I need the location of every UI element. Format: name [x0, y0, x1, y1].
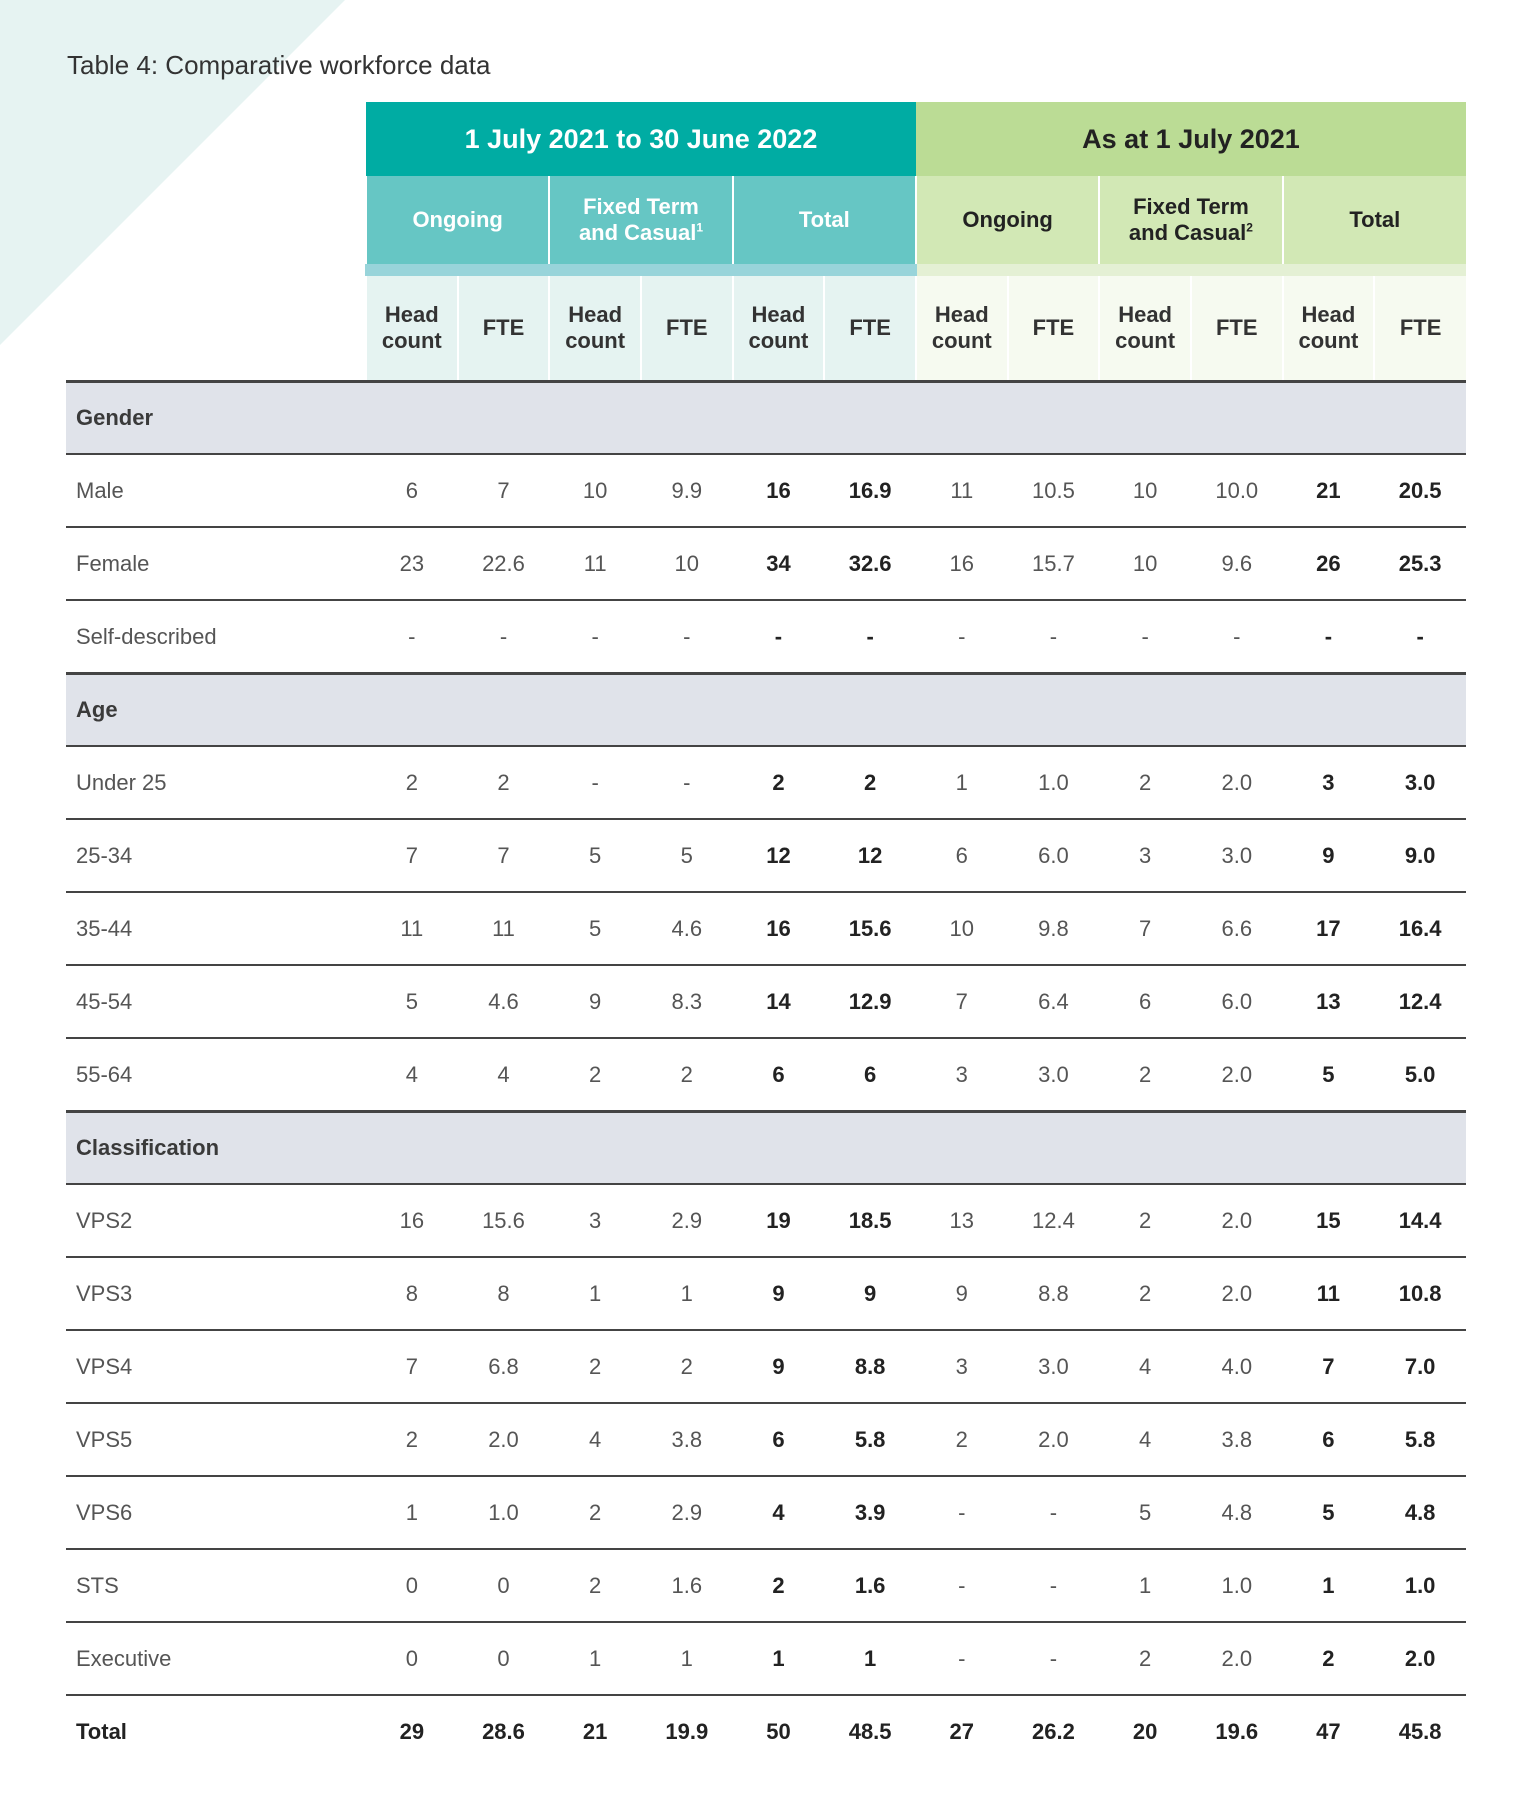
table-row — [66, 819, 1466, 892]
table-cell: 9 — [549, 965, 641, 1038]
column-header: FTE — [458, 270, 550, 382]
table-cell: - — [366, 600, 458, 674]
section-label: Classification — [66, 1112, 1466, 1185]
table-cell: 5 — [549, 819, 641, 892]
table-cell: 16 — [916, 527, 1008, 600]
table-cell: 50 — [766, 1718, 791, 1744]
subgroup-header — [366, 176, 549, 270]
column-header: Head count — [366, 270, 458, 382]
table-cell: 1 — [366, 1476, 458, 1549]
table-cell: 11 — [458, 892, 550, 965]
row-label: 55-64 — [66, 1038, 366, 1112]
table-cell: 1.0 — [1008, 746, 1100, 819]
table-cell: 28.6 — [482, 1718, 525, 1744]
table-cell: 1 — [824, 1622, 916, 1695]
table-cell: 6 — [824, 1038, 916, 1112]
table-cell: 3.0 — [1191, 819, 1283, 892]
table-cell: 25.3 — [1374, 527, 1466, 600]
table-cell: 6 — [1099, 965, 1191, 1038]
subgroup-header — [1099, 176, 1282, 270]
table-cell: 2.0 — [1191, 1038, 1283, 1112]
subgroup-label: Ongoing — [962, 207, 1053, 232]
table-cell: 1 — [641, 1257, 733, 1330]
table-cell: - — [916, 1549, 1008, 1622]
table-cell: 16 — [733, 454, 825, 527]
subgroup-header — [1283, 176, 1466, 270]
table-cell: 16.4 — [1374, 892, 1466, 965]
table-cell: 10 — [641, 527, 733, 600]
table-cell: 3 — [1099, 819, 1191, 892]
table-cell: 9 — [824, 1257, 916, 1330]
table-row — [66, 746, 1466, 819]
table-cell: - — [733, 600, 825, 674]
table-cell: 29 — [399, 1718, 425, 1744]
table-cell: 5.8 — [824, 1403, 916, 1476]
section-label: Gender — [66, 382, 1466, 455]
table-cell: - — [1008, 1549, 1100, 1622]
table-cell: 9.0 — [1374, 819, 1466, 892]
table-cell: 5 — [641, 819, 733, 892]
row-label: 45-54 — [66, 965, 366, 1038]
table-row — [66, 1184, 1466, 1257]
table-cell: 9.8 — [1008, 892, 1100, 965]
table-cell: 34 — [733, 527, 825, 600]
subgroup-label: Ongoing — [412, 207, 503, 232]
table-cell: 2 — [366, 1403, 458, 1476]
table-cell: 20.5 — [1374, 454, 1466, 527]
table-row — [66, 1257, 1466, 1330]
table-cell: 5.8 — [1374, 1403, 1466, 1476]
table-row — [66, 527, 1466, 600]
table-cell: 15 — [1283, 1184, 1375, 1257]
table-cell: 20 — [1132, 1718, 1158, 1744]
table-cell: - — [1008, 600, 1100, 674]
table-cell: 19.6 — [1215, 1718, 1259, 1744]
table-row — [66, 1549, 1466, 1622]
table-cell: 2 — [549, 1330, 641, 1403]
table-cell: 1.0 — [1191, 1549, 1283, 1622]
table-cell: 14 — [733, 965, 825, 1038]
row-label: VPS5 — [66, 1403, 366, 1476]
table-cell: 1 — [1099, 1549, 1191, 1622]
subgroup-header — [916, 176, 1099, 270]
table-cell: 11 — [549, 527, 641, 600]
table-cell: 3 — [1283, 746, 1375, 819]
table-cell: 23 — [366, 527, 458, 600]
table-cell: - — [641, 600, 733, 674]
table-cell: 1.0 — [458, 1476, 550, 1549]
table-cell: 12.9 — [824, 965, 916, 1038]
section-row — [66, 674, 1466, 747]
table-cell: 0 — [458, 1549, 550, 1622]
table-row — [66, 600, 1466, 674]
table-cell: 12 — [733, 819, 825, 892]
row-label: STS — [66, 1549, 366, 1622]
column-header: Head count — [1099, 270, 1191, 382]
table-cell: 1 — [549, 1257, 641, 1330]
group-header-2021: As at 1 July 2021 — [916, 102, 1466, 176]
table-cell: 21 — [1283, 454, 1375, 527]
table-cell: 2 — [1099, 1622, 1191, 1695]
table-cell: 10 — [1099, 527, 1191, 600]
table-cell: 18.5 — [824, 1184, 916, 1257]
table-cell: 1.6 — [824, 1549, 916, 1622]
table-cell: 6.0 — [1191, 965, 1283, 1038]
table-cell: 7.0 — [1374, 1330, 1466, 1403]
table-cell: 7 — [366, 1330, 458, 1403]
table-cell: 8.8 — [1008, 1257, 1100, 1330]
table-cell: 5 — [1099, 1476, 1191, 1549]
table-cell: 2 — [1099, 1038, 1191, 1112]
table-cell: 2 — [733, 746, 825, 819]
table-cell: - — [1283, 600, 1375, 674]
table-cell: 2 — [641, 1038, 733, 1112]
table-cell: 7 — [1099, 892, 1191, 965]
table-cell: 3.0 — [1008, 1038, 1100, 1112]
total-row — [66, 1695, 1466, 1767]
table-cell: 10.0 — [1191, 454, 1283, 527]
table-title: Table 4: Comparative workforce data — [67, 50, 491, 80]
column-header: FTE — [824, 270, 916, 382]
table-cell: 9 — [733, 1330, 825, 1403]
table-cell: 6.8 — [458, 1330, 550, 1403]
table-cell: 6 — [733, 1038, 825, 1112]
table-cell: 2 — [824, 746, 916, 819]
table-cell: 2.0 — [1191, 1184, 1283, 1257]
group-header-2021-22: 1 July 2021 to 30 June 2022 — [366, 102, 916, 176]
section-row — [66, 1112, 1466, 1185]
table-cell: 2.0 — [1191, 1257, 1283, 1330]
table-cell: 14.4 — [1374, 1184, 1466, 1257]
table-cell: 4 — [1099, 1403, 1191, 1476]
table-cell: 6.0 — [1008, 819, 1100, 892]
table-cell: 3.8 — [1191, 1403, 1283, 1476]
table-cell: 8.8 — [824, 1330, 916, 1403]
table-cell: - — [916, 1622, 1008, 1695]
table-cell: 3 — [916, 1330, 1008, 1403]
table-cell: 6 — [1283, 1403, 1375, 1476]
subgroup-label: Fixed Term and Casual — [1128, 194, 1249, 245]
table-cell: 4 — [733, 1476, 825, 1549]
table-cell: 1.6 — [641, 1549, 733, 1622]
table-cell: 6 — [366, 454, 458, 527]
table-cell: 2.0 — [1191, 746, 1283, 819]
table-cell: 3 — [549, 1184, 641, 1257]
table-cell: 13 — [1283, 965, 1375, 1038]
row-label: 35-44 — [66, 892, 366, 965]
column-header: Head count — [549, 270, 641, 382]
row-label: VPS6 — [66, 1476, 366, 1549]
table-cell: 1 — [1283, 1549, 1375, 1622]
table-cell: 15.6 — [458, 1184, 550, 1257]
table-cell: 2.0 — [1008, 1403, 1100, 1476]
table-cell: - — [824, 600, 916, 674]
row-label: Male — [66, 454, 366, 527]
row-label: 25-34 — [66, 819, 366, 892]
table-cell: 8.3 — [641, 965, 733, 1038]
subgroup-label: Fixed Term and Casual — [578, 194, 699, 245]
table-cell: 1.0 — [1374, 1549, 1466, 1622]
table-row — [66, 1038, 1466, 1112]
workforce-table — [66, 102, 1466, 1767]
row-label: Under 25 — [66, 746, 366, 819]
row-label: Self-described — [66, 600, 366, 674]
table-cell: 5 — [366, 965, 458, 1038]
table-cell: 2 — [549, 1549, 641, 1622]
table-row — [66, 1403, 1466, 1476]
table-cell: 26 — [1283, 527, 1375, 600]
column-header: FTE — [1191, 270, 1283, 382]
table-cell: 4.6 — [641, 892, 733, 965]
table-cell: 7 — [366, 819, 458, 892]
section-label: Age — [66, 674, 1466, 747]
table-cell: 2.9 — [641, 1184, 733, 1257]
table-cell: 2 — [458, 746, 550, 819]
table-cell: 15.6 — [824, 892, 916, 965]
table-cell: - — [1374, 600, 1466, 674]
table-cell: 1 — [549, 1622, 641, 1695]
table-cell: 15.7 — [1008, 527, 1100, 600]
table-cell: 2 — [366, 746, 458, 819]
subgroup-header — [549, 176, 732, 270]
table-cell: 7 — [458, 454, 550, 527]
table-row — [66, 892, 1466, 965]
table-cell: 12.4 — [1374, 965, 1466, 1038]
section-row — [66, 382, 1466, 455]
table-cell: 10.8 — [1374, 1257, 1466, 1330]
table-cell: 4 — [458, 1038, 550, 1112]
table-cell: 9.9 — [641, 454, 733, 527]
table-cell: 22.6 — [458, 527, 550, 600]
table-cell: 17 — [1283, 892, 1375, 965]
table-cell: 9.6 — [1191, 527, 1283, 600]
subgroup-header — [733, 176, 916, 270]
table-cell: 2 — [1099, 746, 1191, 819]
table-cell: 26.2 — [1032, 1718, 1075, 1744]
column-header: Head count — [733, 270, 825, 382]
row-label: VPS4 — [66, 1330, 366, 1403]
table-cell: 13 — [916, 1184, 1008, 1257]
column-header: Head count — [1283, 270, 1375, 382]
table-cell: 2.9 — [641, 1476, 733, 1549]
table-cell: 4.8 — [1191, 1476, 1283, 1549]
table-cell: 12.4 — [1008, 1184, 1100, 1257]
table-cell: 2 — [549, 1476, 641, 1549]
table-cell: 3.0 — [1008, 1330, 1100, 1403]
table-cell: - — [549, 746, 641, 819]
table-cell: 9 — [1283, 819, 1375, 892]
table-cell: 32.6 — [824, 527, 916, 600]
table-cell: 4 — [366, 1038, 458, 1112]
table-cell: 0 — [366, 1549, 458, 1622]
table-cell: - — [549, 600, 641, 674]
table-cell: 1 — [641, 1622, 733, 1695]
table-cell: 4 — [549, 1403, 641, 1476]
table-cell: 6.4 — [1008, 965, 1100, 1038]
table-cell: 12 — [824, 819, 916, 892]
table-cell: 6 — [916, 819, 1008, 892]
table-cell: - — [1008, 1622, 1100, 1695]
row-label: Executive — [66, 1622, 366, 1695]
table-cell: 45.8 — [1398, 1718, 1442, 1744]
table-row — [66, 1476, 1466, 1549]
table-cell: 4 — [1099, 1330, 1191, 1403]
table-cell: 11 — [916, 454, 1008, 527]
table-cell: 1 — [916, 746, 1008, 819]
table-cell: 19 — [733, 1184, 825, 1257]
table-cell: 2 — [916, 1403, 1008, 1476]
table-cell: 2 — [1283, 1622, 1375, 1695]
column-header: FTE — [1008, 270, 1100, 382]
table-cell: - — [1008, 1476, 1100, 1549]
table-cell: 48.5 — [848, 1718, 892, 1744]
table-cell: 10 — [549, 454, 641, 527]
table-cell: 2 — [733, 1549, 825, 1622]
table-cell: 6 — [733, 1403, 825, 1476]
row-label: VPS3 — [66, 1257, 366, 1330]
table-cell: 1 — [733, 1622, 825, 1695]
table-cell: 11 — [366, 892, 458, 965]
table-cell: 10 — [1099, 454, 1191, 527]
table-cell: 5 — [549, 892, 641, 965]
row-label: VPS2 — [66, 1184, 366, 1257]
table-cell: 19.9 — [665, 1718, 709, 1744]
table-cell: 7 — [1283, 1330, 1375, 1403]
table-cell: 2 — [1099, 1257, 1191, 1330]
row-label: Total — [76, 1718, 127, 1744]
table-cell: 2 — [549, 1038, 641, 1112]
column-header: FTE — [1374, 270, 1466, 382]
row-label: Female — [66, 527, 366, 600]
table-cell: 10.5 — [1008, 454, 1100, 527]
table-cell: 11 — [1283, 1257, 1375, 1330]
column-header: Head count — [916, 270, 1008, 382]
table-row — [66, 1622, 1466, 1695]
table-cell: 0 — [366, 1622, 458, 1695]
subgroup-label: Total — [1349, 207, 1401, 232]
table-row — [66, 965, 1466, 1038]
table-cell: 5 — [1283, 1476, 1375, 1549]
table-cell: - — [916, 600, 1008, 674]
table-cell: 47 — [1316, 1718, 1341, 1744]
table-cell: 4.0 — [1191, 1330, 1283, 1403]
table-cell: 3 — [916, 1038, 1008, 1112]
table-cell: 3.8 — [641, 1403, 733, 1476]
table-cell: 7 — [458, 819, 550, 892]
table-cell: 2.0 — [1374, 1622, 1466, 1695]
table-cell: 9 — [733, 1257, 825, 1330]
table-cell: 3.0 — [1374, 746, 1466, 819]
table-cell: 4.8 — [1374, 1476, 1466, 1549]
table-cell: - — [1191, 600, 1283, 674]
table-cell: - — [1099, 600, 1191, 674]
table-cell: 7 — [916, 965, 1008, 1038]
table-cell: 16 — [366, 1184, 458, 1257]
table-cell: 2 — [641, 1330, 733, 1403]
table-cell: 21 — [582, 1718, 608, 1744]
table-row — [66, 454, 1466, 527]
table-cell: 9 — [916, 1257, 1008, 1330]
table-cell: 3.9 — [824, 1476, 916, 1549]
table-cell: 0 — [458, 1622, 550, 1695]
table-cell: 2 — [1099, 1184, 1191, 1257]
table-cell: 6.6 — [1191, 892, 1283, 965]
table-cell: 2.0 — [1191, 1622, 1283, 1695]
table-cell: 5.0 — [1374, 1038, 1466, 1112]
footnote-marker: 1 — [696, 220, 703, 235]
table-cell: 27 — [949, 1718, 975, 1744]
table-cell: - — [641, 746, 733, 819]
table-cell: 16 — [733, 892, 825, 965]
table-cell: - — [916, 1476, 1008, 1549]
footnote-marker: 2 — [1246, 220, 1253, 235]
subgroup-label: Total — [798, 207, 850, 232]
table-cell: 4.6 — [458, 965, 550, 1038]
table-cell: 10 — [916, 892, 1008, 965]
table-cell: 8 — [458, 1257, 550, 1330]
table-cell: - — [458, 600, 550, 674]
table-cell: 16.9 — [824, 454, 916, 527]
column-header: FTE — [641, 270, 733, 382]
table-cell: 8 — [366, 1257, 458, 1330]
table-cell: 2.0 — [458, 1403, 550, 1476]
table-row — [66, 1330, 1466, 1403]
table-cell: 5 — [1283, 1038, 1375, 1112]
